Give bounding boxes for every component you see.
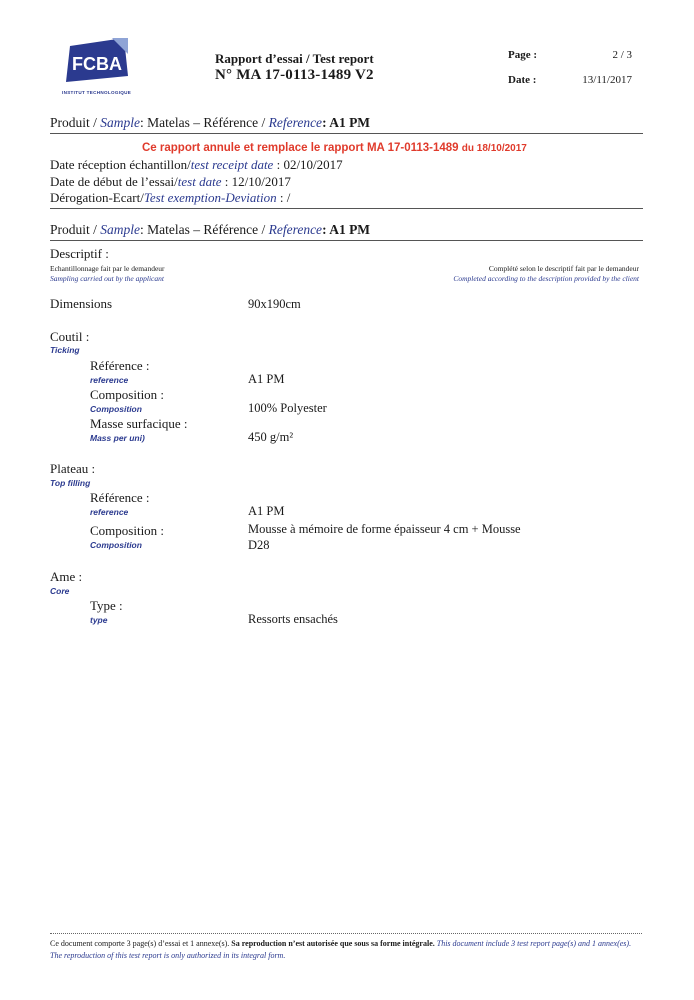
divider: [50, 240, 643, 241]
footer-en: This document include 3 test report page(s) and 1 annex(es). The reproduction of this test report is only authorized in its integral form.: [50, 939, 632, 960]
plateau-reference-value: A1 PM: [248, 504, 285, 518]
notice-text: Ce rapport annule et remplace le rapport MA 17-0113-1489: [142, 142, 459, 154]
start-en: test date: [177, 174, 222, 189]
plateau-composition-label: Composition :: [90, 523, 165, 538]
receipt-value: : 02/10/2017: [276, 157, 343, 172]
sampling-en: Sampling carried out by the applicant: [50, 274, 164, 283]
sampling-fr: Echantillonnage fait par le demandeur: [50, 264, 165, 273]
product-line-1: [50, 115, 370, 131]
plateau-composition-en: Composition: [90, 540, 142, 550]
coutil-reference-label: Référence :: [90, 358, 150, 373]
reference-en: Reference: [268, 222, 323, 237]
report-number-prefix: N°: [215, 67, 233, 83]
coutil-reference-en: reference: [90, 375, 129, 385]
coutil-label-en: Ticking: [50, 345, 80, 355]
coutil-composition-en: Composition: [90, 404, 142, 414]
replacement-notice: [142, 142, 527, 154]
ame-label-en: Core: [50, 586, 70, 596]
plateau-label: Plateau :: [50, 461, 96, 476]
fcba-logo: [62, 36, 132, 84]
plateau-composition-value-2: D28: [248, 538, 270, 552]
completed-fr: Complété selon le descriptif fait par le demandeur: [488, 264, 639, 273]
report-number-value: MA 17-0113-1489 V2: [236, 67, 374, 83]
coutil-reference-value: A1 PM: [248, 372, 285, 386]
logo-subtitle: INSTITUT TECHNOLOGIQUE: [62, 90, 132, 95]
plateau-composition-value-1: Mousse à mémoire de forme épaisseur 4 cm + Mousse: [248, 522, 521, 536]
notice-date: du 18/10/2017: [461, 143, 527, 154]
product-prefix: Produit /: [50, 115, 101, 130]
coutil-label: Coutil :: [50, 329, 90, 344]
plateau-reference-en: reference: [90, 507, 129, 517]
product-value: : A1 PM: [322, 115, 371, 130]
report-number: [215, 67, 374, 84]
logo-text: FCBA: [72, 54, 122, 74]
derog-fr: Dérogation-Ecart/: [50, 190, 144, 205]
ame-label: Ame :: [50, 569, 83, 584]
divider: [50, 208, 643, 209]
page-label: Page :: [508, 49, 538, 61]
product-value: : A1 PM: [322, 222, 371, 237]
product-mid: : Matelas – Référence /: [140, 115, 269, 130]
coutil-masse-label: Masse surfacique :: [90, 416, 188, 431]
start-value: : 12/10/2017: [224, 174, 291, 189]
completed-en: Completed according to the description provided by the client: [453, 274, 639, 283]
footer-fr-1: Ce document comporte 3 page(s) d’essai et 1 annexe(s).: [50, 939, 230, 948]
start-fr: Date de début de l’essai/: [50, 174, 178, 189]
footer-divider: [50, 933, 642, 934]
dimensions-label: Dimensions: [50, 296, 113, 311]
plateau-reference-label: Référence :: [90, 490, 150, 505]
receipt-date-line: [50, 157, 343, 173]
ame-type-value: Ressorts ensachés: [248, 612, 338, 626]
footer-text: [50, 938, 642, 962]
product-mid: : Matelas – Référence /: [140, 222, 269, 237]
date-label: Date :: [508, 74, 537, 86]
footer-fr-2: Sa reproduction n’est autorisée que sous sa forme intégrale.: [231, 939, 435, 948]
divider: [50, 133, 643, 134]
coutil-masse-value: 450 g/m²: [248, 430, 294, 444]
coutil-composition-value: 100% Polyester: [248, 401, 327, 415]
sample-en: Sample: [100, 222, 141, 237]
reference-en: Reference: [268, 115, 323, 130]
derog-en: Test exemption-Deviation: [143, 190, 277, 205]
dimensions-value: 90x190cm: [248, 297, 301, 311]
product-prefix: Produit /: [50, 222, 101, 237]
ame-type-en: type: [90, 615, 108, 625]
product-line-2: [50, 222, 370, 238]
ame-type-label: Type :: [90, 598, 123, 613]
derog-value: : /: [279, 190, 291, 205]
sample-en: Sample: [100, 115, 141, 130]
report-title: Rapport d’essai / Test report: [215, 51, 374, 66]
receipt-en: test receipt date: [190, 157, 274, 172]
start-date-line: [50, 174, 291, 190]
date-value: 13/11/2017: [582, 74, 632, 86]
receipt-fr: Date réception échantillon/: [50, 157, 191, 172]
derogation-line: [50, 190, 290, 206]
page-value: 2 / 3: [612, 49, 632, 61]
coutil-masse-en: Mass per uni): [90, 433, 145, 443]
plateau-label-en: Top filling: [50, 478, 91, 488]
descriptif-label: Descriptif :: [50, 246, 109, 261]
coutil-composition-label: Composition :: [90, 387, 165, 402]
